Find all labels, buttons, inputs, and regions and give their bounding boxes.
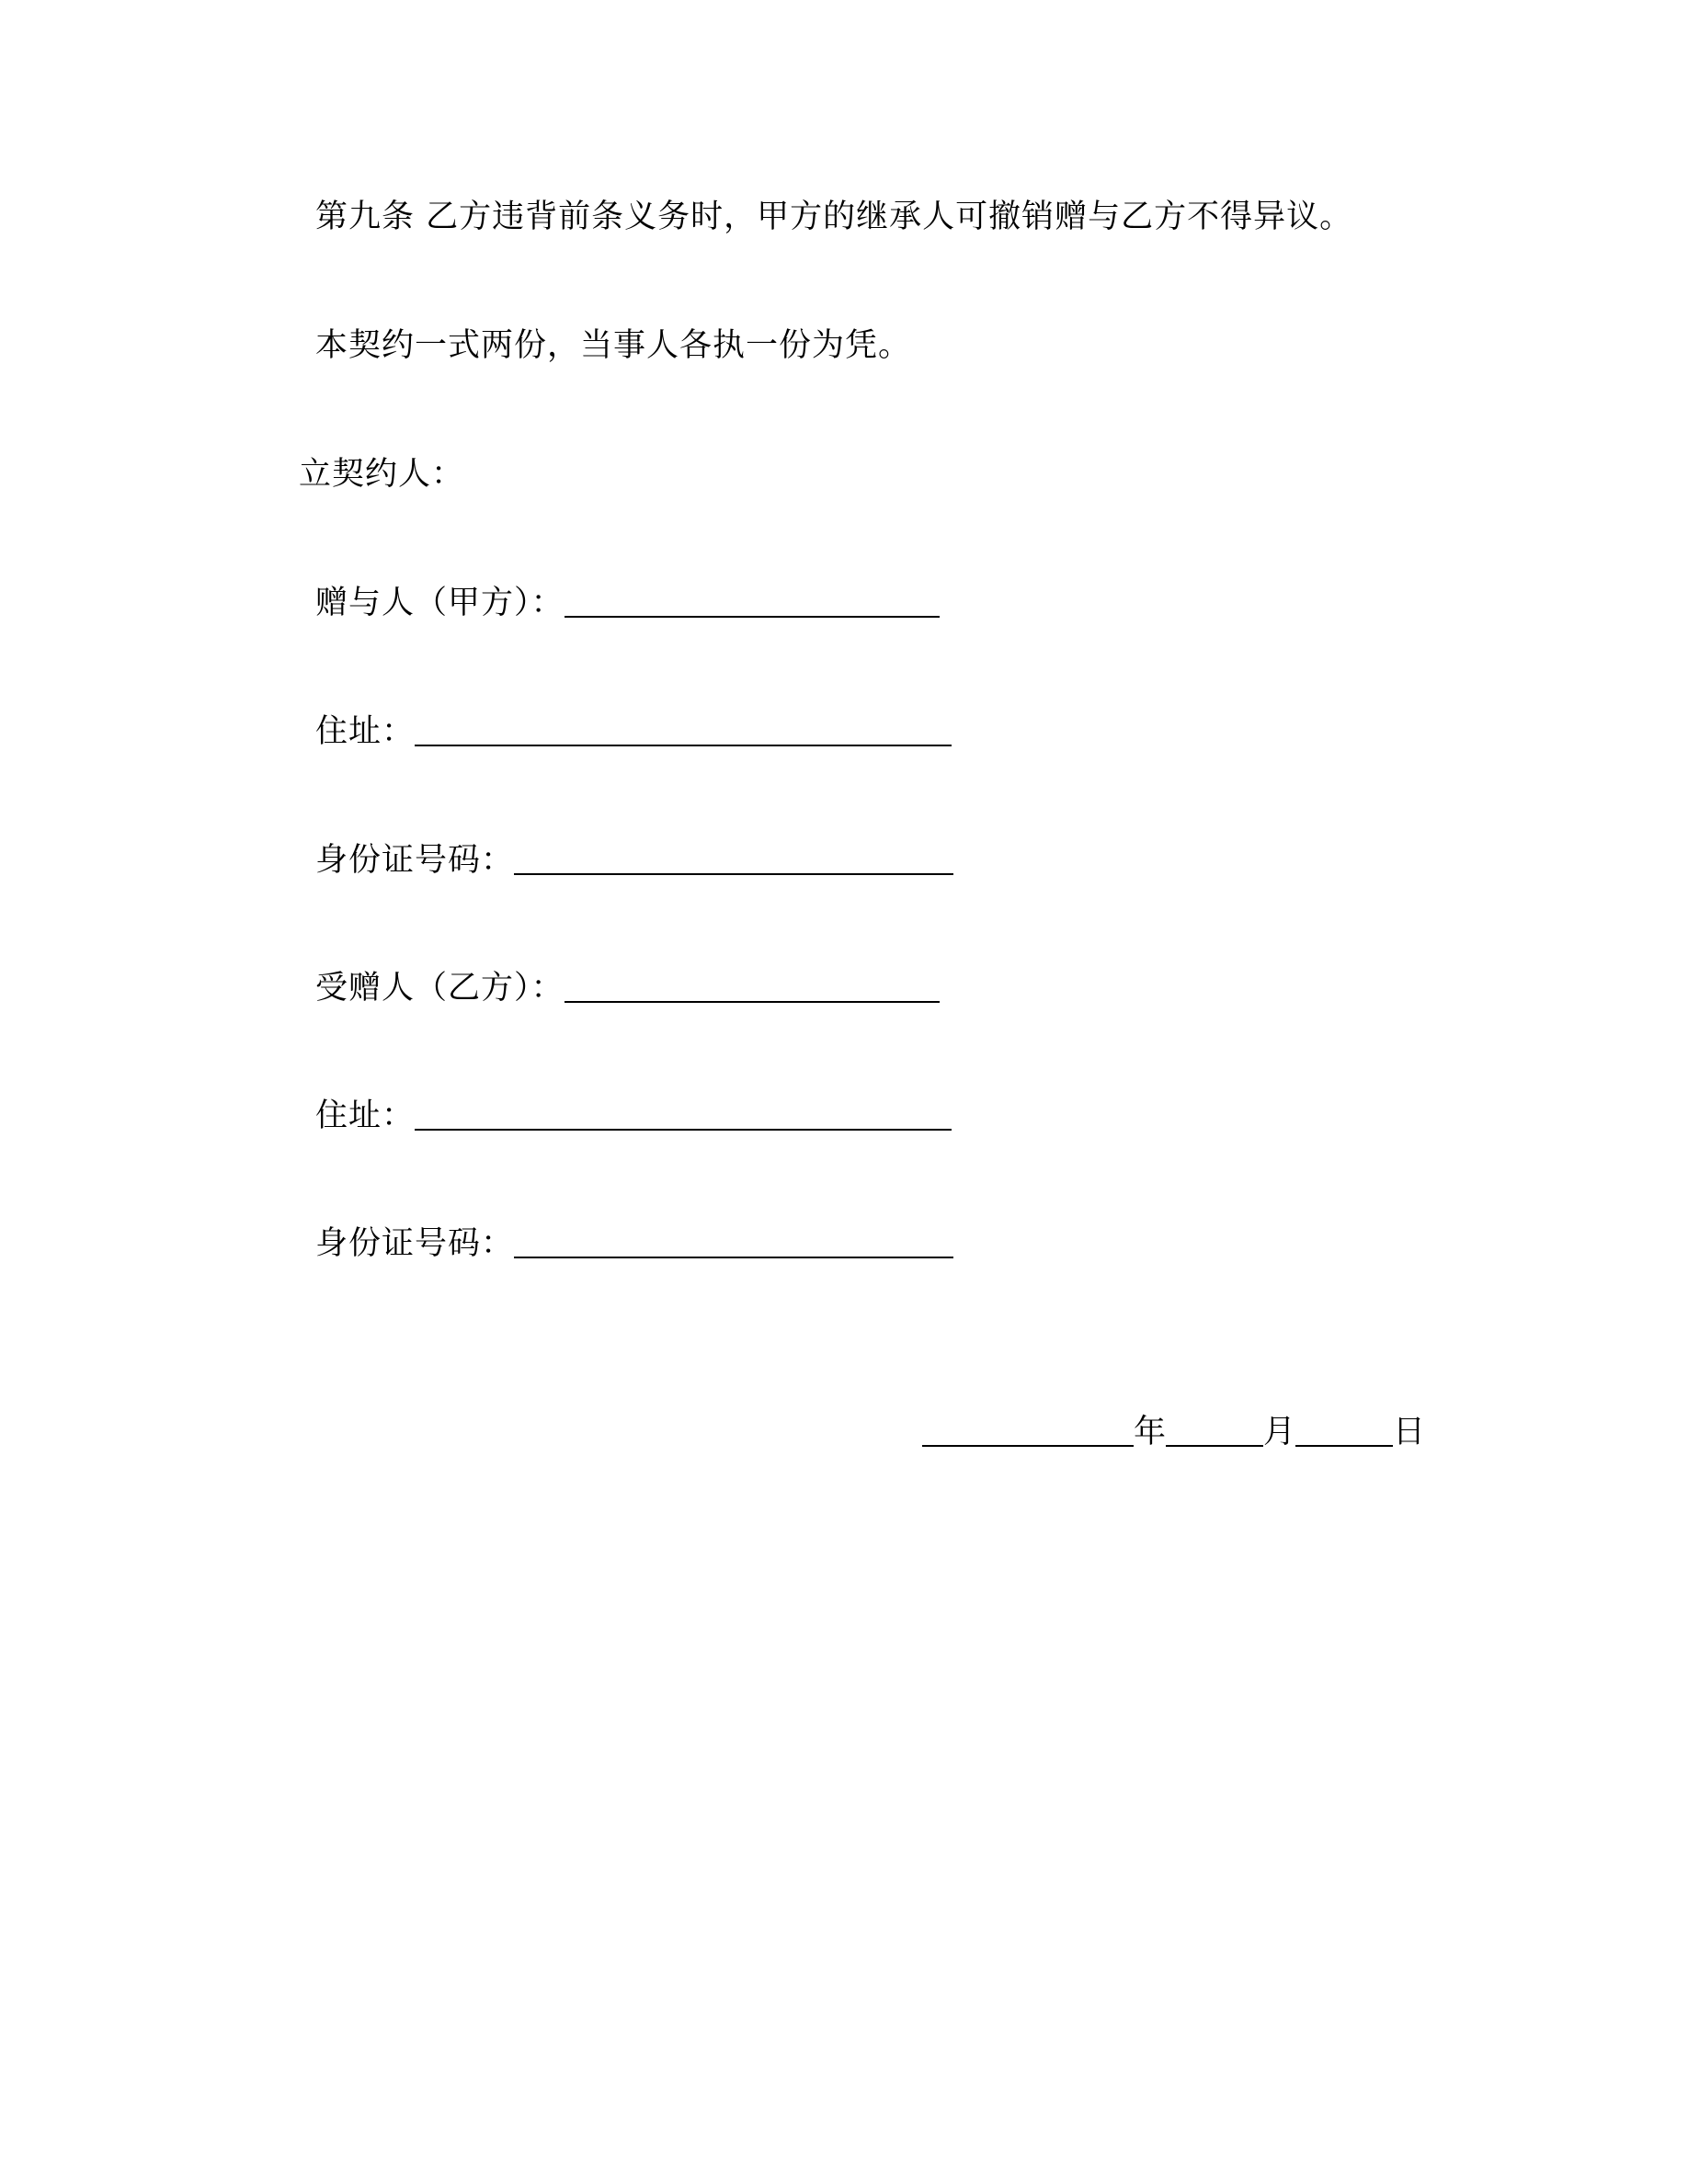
day-label: 日 — [1393, 1414, 1426, 1450]
donor-field — [315, 585, 940, 621]
month-label: 月 — [1263, 1414, 1296, 1450]
donor-address-blank-line[interactable] — [415, 745, 952, 746]
month-blank-line[interactable] — [1166, 1445, 1263, 1447]
signatories-heading: 立契约人： — [299, 456, 465, 493]
recipient-id-field — [315, 1225, 953, 1262]
donor-label: 赠与人（甲方）： — [315, 585, 565, 621]
recipient-blank-line[interactable] — [565, 1001, 940, 1003]
recipient-address-field — [315, 1098, 952, 1134]
year-blank-line[interactable] — [922, 1445, 1134, 1447]
donor-blank-line[interactable] — [565, 616, 940, 618]
day-blank-line[interactable] — [1295, 1445, 1393, 1447]
clause-article-9: 第九条 乙方违背前条义务时，甲方的继承人可撤销赠与乙方不得异议。 — [315, 199, 1353, 235]
recipient-address-label: 住址： — [315, 1098, 416, 1134]
recipient-id-label: 身份证号码： — [315, 1225, 515, 1262]
clause-copies: 本契约一式两份，当事人各执一份为凭。 — [315, 327, 912, 364]
donor-id-label: 身份证号码： — [315, 842, 515, 879]
recipient-label: 受赠人（乙方）： — [315, 970, 565, 1007]
signing-date — [922, 1414, 1425, 1450]
donor-address-field — [315, 713, 952, 750]
donor-id-blank-line[interactable] — [514, 873, 953, 875]
recipient-id-blank-line[interactable] — [514, 1257, 953, 1258]
year-label: 年 — [1134, 1414, 1167, 1450]
recipient-field — [315, 970, 940, 1007]
recipient-address-blank-line[interactable] — [415, 1129, 952, 1131]
donor-id-field — [315, 842, 953, 879]
donor-address-label: 住址： — [315, 713, 416, 750]
